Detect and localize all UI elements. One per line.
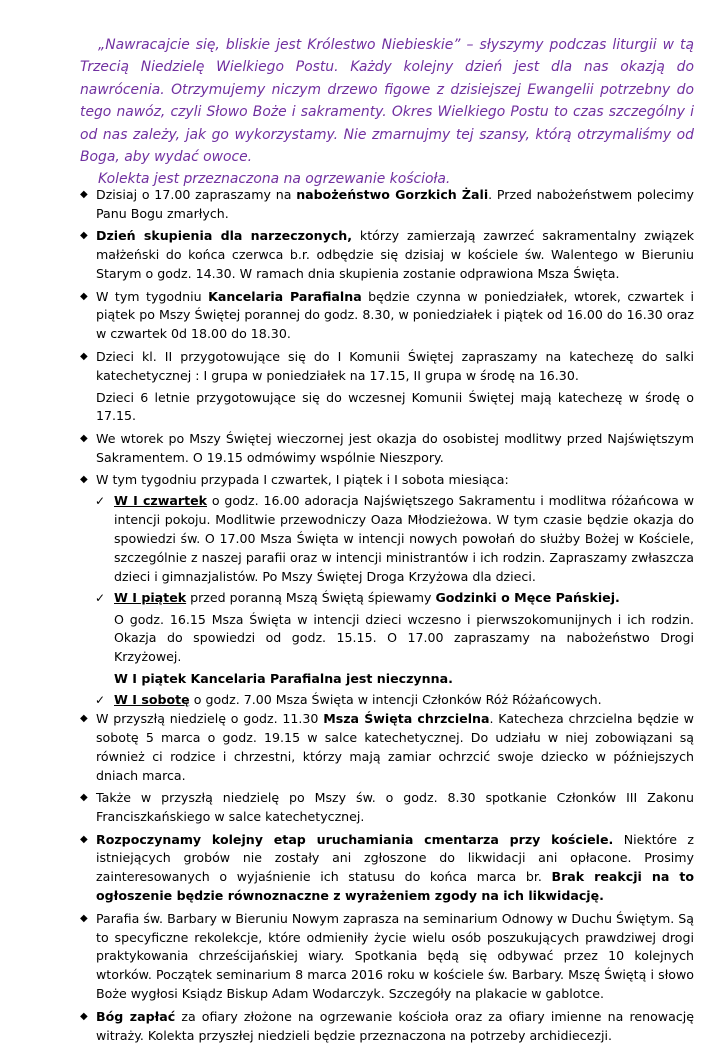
item-text: W tym tygodniu	[96, 288, 209, 304]
item-text: Dzieci kl. II przygotowujące się do I Komunii Świętej zapraszamy na katechezę do salki katechetycznej : I grupa w poniedziałek na 17.15, II grupa w środę na 16.30.	[96, 348, 694, 383]
diamond-bullet-icon: ◆	[80, 1010, 88, 1022]
announcement-item	[78, 348, 694, 427]
item-text: o godz. 7.00 Msza Święta w intencji Członków Róż Różańcowych.	[189, 692, 602, 708]
item-emphasis: nabożeństwo Gorzkich Żali	[296, 187, 489, 202]
item-text: Także w przyszłą niedzielę po Mszy św. o godz. 8.30 spotkanie Członków III Zakonu Franciszkańskiego w salce katechetycznej.	[96, 790, 694, 825]
diamond-bullet-icon: ◆	[80, 792, 88, 804]
checkmark-icon: ✓	[95, 590, 106, 605]
announcements-list	[78, 186, 694, 1045]
announcement-item	[78, 227, 694, 284]
item-emphasis: Kancelaria Parafialna	[208, 288, 362, 304]
item-text: Dzieci 6 letnie przygotowujące się do wczesnej Komunii Świętej mają katechezę w środę o 17.15.	[96, 389, 694, 424]
item-emphasis: Godzinki o Męce Pańskiej.	[435, 589, 620, 605]
item-text: W tym tygodniu przypada I czwartek, I piątek i I sobota miesiąca:	[96, 472, 509, 488]
item-text: W przyszłą niedzielę o godz. 11.30	[96, 711, 324, 727]
item-text: O godz. 16.15 Msza Święta w intencji dzieci wczesno i pierwszokomunijnych i ich rodzin. Okazja do spowiedzi od godz. 15.15. O 17.00 zapraszamy na nabożeństwo Drogi Krzyżowej.	[114, 611, 694, 665]
item-text: o godz. 16.00 adoracja Najświętszego Sakramentu i modlitwa różańcowa w intencji pokoju. Modlitwie przewodniczy Oaza Młodzieżowa. W tym czasie będzie okazja do spowiedzi św. O 17.00 Msza Święta w intencji nowych powołań do służby Bożej w Kościele, szczególnie z naszej parafii oraz w intencji ministrantów i ich rodzin. Zapraszamy zwłaszcza dzieci i gimnazjalistów. Po Mszy Świętej Droga Krzyżowa dla dzieci.	[114, 493, 695, 584]
item-emphasis: Msza Święta chrzcielna	[323, 711, 490, 727]
diamond-bullet-icon: ◆	[80, 432, 88, 444]
checkmark-icon: ✓	[95, 693, 106, 708]
sub-item-first-saturday	[78, 691, 694, 710]
item-emphasis: Rozpoczynamy kolejny etap uruchamiania cmentarza przy kościele.	[96, 831, 614, 847]
diamond-bullet-icon: ◆	[80, 833, 88, 845]
intro-paragraph: „Nawracajcie się, bliskie jest Królestwo Niebieskie” – słyszymy podczas liturgii w tą Trzecią Niedzielę Wielkiego Postu. Każdy kolejny dzień jest dla nas okazją do nawrócenia. Otrzymujemy niczym drzewo figowe z dzisiejszej Ewangelii potrzebny do tego nawóz, czyli Słowo Boże i sakramenty. Okres Wielkiego Postu to czas szczególny i od nas zależy, jak go wykorzystamy. Nie zmarnujmy tej szansy, którą otrzymaliśmy od Boga, aby wydać owoce.	[80, 37, 694, 166]
announcement-item	[78, 789, 694, 827]
announcement-item	[78, 471, 694, 490]
sub-item-first-thursday	[78, 492, 694, 587]
announcement-item	[78, 710, 694, 786]
diamond-bullet-icon: ◆	[80, 290, 88, 302]
item-text: którzy zamierzają zawrzeć sakramentalny związek małżeński do końca czerwca b.r. odbędzie się dzisiaj w kościele św. Walentego w Bieruniu Starym o godz. 14.30. W ramach dnia skupienia zostanie odprawiona Msza Święta.	[96, 228, 695, 282]
sub-item-heading: W I czwartek	[114, 493, 208, 509]
item-text: Parafia św. Barbary w Bieruniu Nowym zaprasza na seminarium Odnowy w Duchu Świętym. Są to specyficzne rekolekcje, które odmieniły życie wielu osób poszukujących prawdziwej drogi praktykowania chrześcijańskiej wiary. Spotkania będą się odbywać przez 10 kolejnych wtorków. Początek seminarium 8 marca 2016 roku w kościele św. Barbary. Mszę Świętą i słowo Boże wygłosi Ksiądz Biskup Adam Wodarczyk. Szczegóły na plakacie w gablotce.	[96, 910, 694, 1002]
diamond-bullet-icon: ◆	[80, 189, 88, 200]
office-closed-note: W I piątek Kancelaria Parafialna jest nieczynna.	[114, 671, 453, 687]
checkmark-icon: ✓	[95, 494, 106, 509]
item-text: Niektóre z istniejących grobów nie zostały ani zgłoszone do likwidacji ani opłacone. Prosimy zainteresowanych o wyjaśnienie ich statusu do końca marca br.	[96, 831, 694, 885]
diamond-bullet-icon: ◆	[80, 713, 88, 725]
item-text: za ofiary złożone na ogrzewanie kościoła oraz za ofiary imienne na renowację witraży. Kolekta przyszłej niedzieli będzie przeznaczona na potrzeby archidiecezji.	[96, 1008, 694, 1043]
item-emphasis: Brak reakcji na to ogłoszenie będzie równoznaczne z wyrażeniem zgody na ich likwidację.	[96, 869, 694, 904]
collection-note: Kolekta jest przeznaczona na ogrzewanie kościoła.	[98, 171, 451, 188]
item-text: przed poranną Mszą Świętą śpiewamy	[186, 589, 436, 605]
diamond-bullet-icon: ◆	[80, 350, 88, 362]
item-emphasis: Bóg zapłać	[96, 1008, 176, 1024]
announcement-item	[78, 186, 694, 224]
diamond-bullet-icon: ◆	[80, 912, 88, 924]
announcement-item	[78, 910, 694, 1005]
diamond-bullet-icon: ◆	[80, 474, 88, 486]
announcement-item	[78, 831, 694, 907]
item-text: będzie czynna w poniedziałek, wtorek, czwartek i piątek po Mszy Świętej porannej do godz. 8.30, w poniedziałek i piątek od 16.00 do 16.30 oraz w czwartek 0d 18.00 do 18.30.	[96, 288, 694, 342]
item-emphasis	[78, 670, 694, 689]
announcement-item	[78, 430, 694, 468]
item-text: . Przed nabożeństwem polecimy Panu Bogu zmarłych.	[96, 187, 695, 221]
sub-item-first-friday	[78, 589, 694, 608]
item-emphasis: Dzień skupienia dla narzeczonych,	[96, 228, 353, 244]
announcement-item	[78, 288, 694, 345]
item-text: We wtorek po Mszy Świętej wieczornej jest okazja do osobistej modlitwy przed Najświętszym Sakramentem. O 19.15 odmówimy wspólnie Nieszpory.	[96, 430, 694, 465]
announcement-item	[78, 1008, 694, 1045]
sub-item-heading: W I piątek	[114, 589, 187, 605]
intro-block	[80, 34, 694, 191]
item-text: . Katecheza chrzcielna będzie w sobotę 5 marca o godz. 19.15 w salce katechetycznej. Do udziału w niej zobowiązani są również ci rodzice i chrzestni, którzy mają zamiar ochrzcić swoje dziecko w późniejszych dniach marca.	[96, 711, 694, 783]
sub-item-heading: W I sobotę	[114, 692, 190, 708]
diamond-bullet-icon: ◆	[80, 230, 88, 242]
item-text: Dzisiaj o 17.00 zapraszamy na	[96, 187, 297, 202]
